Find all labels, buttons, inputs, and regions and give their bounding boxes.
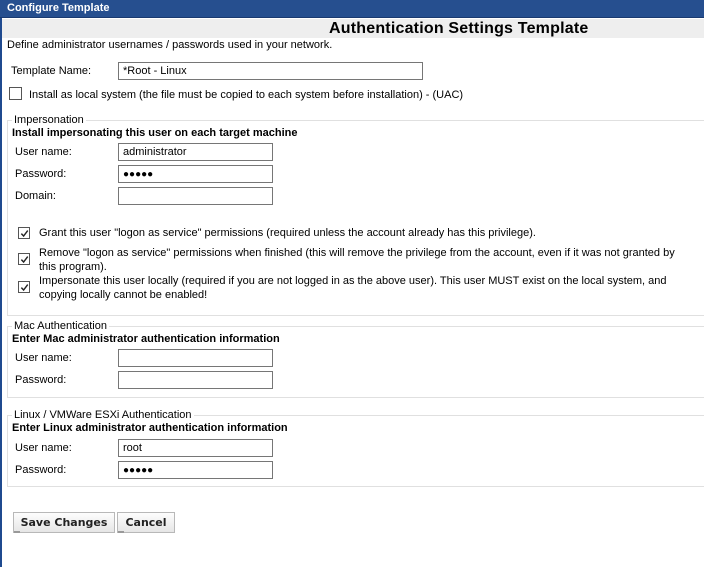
template-name-label: Template Name: — [11, 65, 92, 77]
check-icon — [20, 229, 29, 238]
linux-password-input[interactable] — [118, 461, 273, 479]
impersonation-legend: Impersonation — [14, 114, 84, 126]
install-local-label: Install as local system (the file must be copied to each system before installation) - (UAC) — [29, 89, 464, 101]
linux-username-input[interactable] — [118, 439, 273, 457]
impersonate-locally-label: Impersonate this user locally (required if you are not logged in as the above user). This user MUST exist on the local system, and copying locally cannot be enabled! — [39, 275, 667, 301]
mac-username-label: User name: — [15, 352, 72, 364]
linux-username-label: User name: — [15, 442, 72, 454]
template-name-input[interactable] — [118, 62, 423, 80]
window-frame-left — [0, 0, 2, 567]
save-button-notch — [14, 531, 20, 533]
impersonation-domain-label: Domain: — [15, 190, 56, 202]
impersonation-password-label: Password: — [15, 168, 67, 180]
linux-password-label: Password: — [15, 464, 67, 476]
check-icon — [20, 255, 29, 264]
mac-legend: Mac Authentication — [14, 320, 107, 332]
mac-heading: Enter Mac administrator authentication information — [12, 333, 280, 345]
page-title: Authentication Settings Template — [329, 20, 589, 37]
impersonation-domain-input[interactable] — [118, 187, 273, 205]
window-titlebar: Configure Template — [0, 0, 704, 18]
impersonation-username-input[interactable] — [118, 143, 273, 161]
grant-logon-service-checkbox[interactable] — [18, 227, 30, 239]
linux-heading: Enter Linux administrator authentication information — [12, 422, 288, 434]
grant-logon-service-label: Grant this user "logon as service" permissions (required unless the account already has this privilege). — [39, 227, 536, 239]
check-icon — [20, 283, 29, 292]
impersonation-password-input[interactable] — [118, 165, 273, 183]
impersonation-username-label: User name: — [15, 146, 72, 158]
mac-password-label: Password: — [15, 374, 67, 386]
impersonation-heading: Install impersonating this user on each target machine — [12, 127, 298, 139]
save-changes-button[interactable]: Save Changes — [13, 512, 115, 533]
intro-text: Define administrator usernames / passwords used in your network. — [7, 39, 333, 51]
cancel-button[interactable]: Cancel — [117, 512, 175, 533]
remove-logon-service-checkbox[interactable] — [18, 253, 30, 265]
mac-password-input[interactable] — [118, 371, 273, 389]
linux-legend: Linux / VMWare ESXi Authentication — [14, 409, 192, 421]
install-local-checkbox[interactable] — [9, 87, 22, 100]
cancel-button-notch — [118, 531, 124, 533]
remove-logon-service-label: Remove "logon as service" permissions when finished (this will remove the privilege from the account, even if it was not granted by this program). — [39, 247, 675, 273]
mac-username-input[interactable] — [118, 349, 273, 367]
impersonate-locally-checkbox[interactable] — [18, 281, 30, 293]
